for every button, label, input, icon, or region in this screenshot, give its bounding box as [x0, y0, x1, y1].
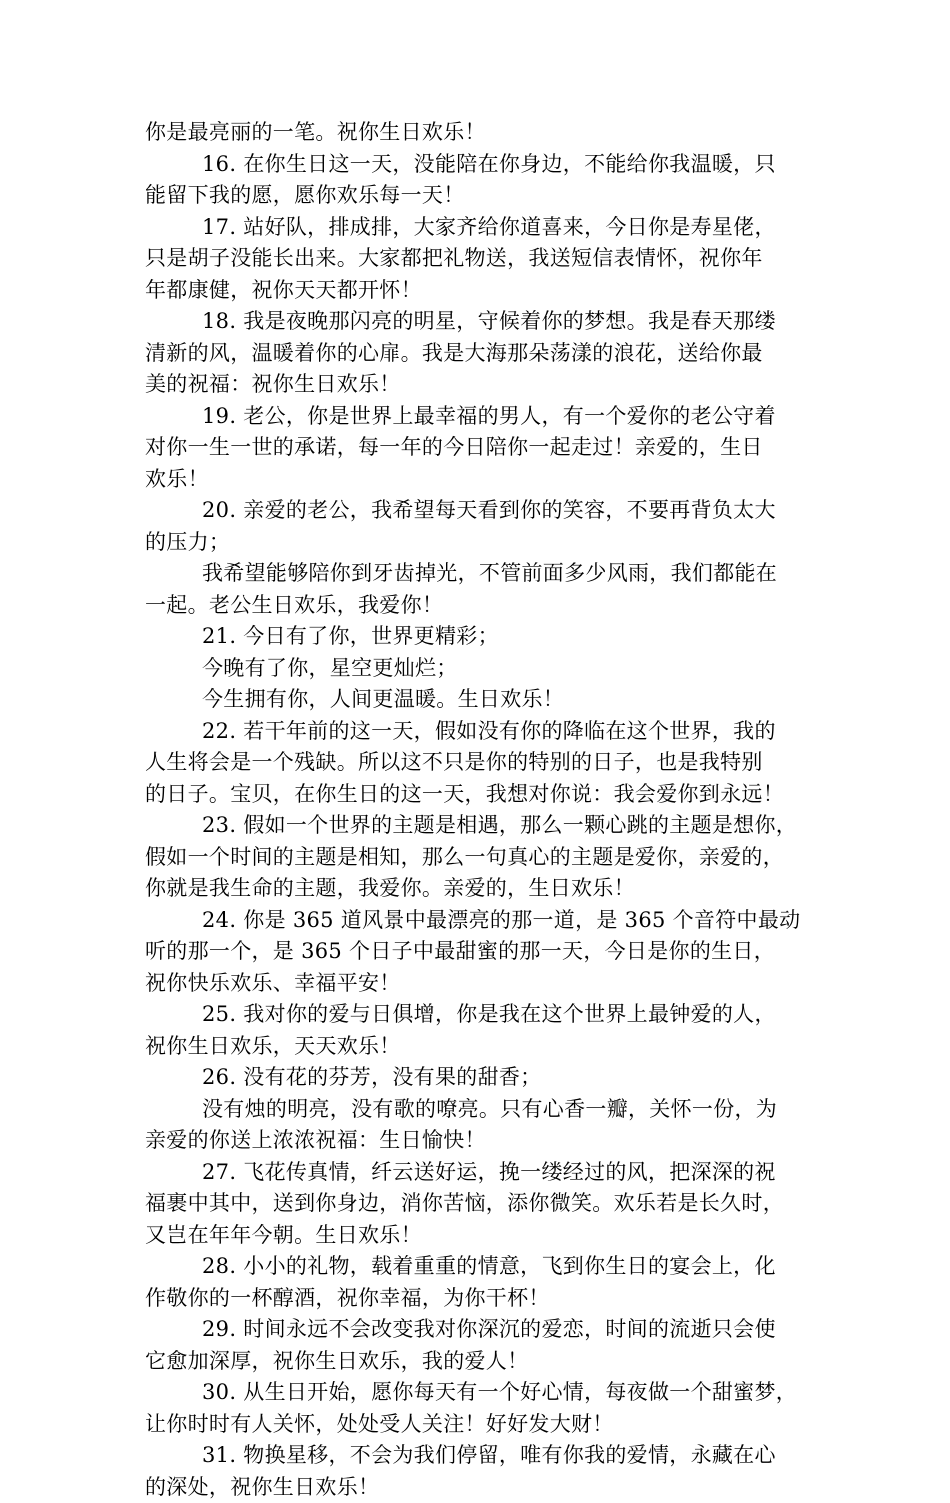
- text-line: 人生将会是一个残缺。所以这不只是你的特别的日子，也是我特别: [145, 747, 815, 779]
- text-line: 18. 我是夜晚那闪亮的明星，守候着你的梦想。我是春天那缕: [145, 306, 815, 338]
- text-line: 今生拥有你，人间更温暖。生日欢乐！: [145, 684, 815, 716]
- text-line: 它愈加深厚，祝你生日欢乐，我的爱人！: [145, 1346, 815, 1378]
- text-line: 假如一个时间的主题是相知，那么一句真心的主题是爱你，亲爱的，: [145, 842, 815, 874]
- text-line: 年都康健，祝你天天都开怀！: [145, 275, 815, 307]
- text-line: 26. 没有花的芬芳，没有果的甜香；: [145, 1062, 815, 1094]
- text-line: 24. 你是 365 道风景中最漂亮的那一道，是 365 个音符中最动: [145, 905, 815, 937]
- text-line: 21. 今日有了你，世界更精彩；: [145, 621, 815, 653]
- text-line: 22. 若干年前的这一天，假如没有你的降临在这个世界，我的: [145, 716, 815, 748]
- text-line: 亲爱的你送上浓浓祝福：生日愉快！: [145, 1125, 815, 1157]
- document-body: [145, 117, 815, 1503]
- text-line: 30. 从生日开始，愿你每天有一个好心情，每夜做一个甜蜜梦，: [145, 1377, 815, 1409]
- text-line: 的深处，祝你生日欢乐！: [145, 1472, 815, 1503]
- text-line: 19. 老公，你是世界上最幸福的男人，有一个爱你的老公守着: [145, 401, 815, 433]
- text-line: 祝你生日欢乐，天天欢乐！: [145, 1031, 815, 1063]
- text-line: 只是胡子没能长出来。大家都把礼物送，我送短信表情怀，祝你年: [145, 243, 815, 275]
- text-line: 一起。老公生日欢乐，我爱你！: [145, 590, 815, 622]
- text-line: 清新的风，温暖着你的心扉。我是大海那朵荡漾的浪花，送给你最: [145, 338, 815, 370]
- text-line: 31. 物换星移，不会为我们停留，唯有你我的爱情，永藏在心: [145, 1440, 815, 1472]
- text-line: 29. 时间永远不会改变我对你深沉的爱恋，时间的流逝只会使: [145, 1314, 815, 1346]
- text-line: 25. 我对你的爱与日俱增，你是我在这个世界上最钟爱的人，: [145, 999, 815, 1031]
- text-line: 17. 站好队，排成排，大家齐给你道喜来，今日你是寿星佬，: [145, 212, 815, 244]
- text-line: 祝你快乐欢乐、幸福平安！: [145, 968, 815, 1000]
- text-line: 今晚有了你，星空更灿烂；: [145, 653, 815, 685]
- text-line: 你是最亮丽的一笔。祝你生日欢乐！: [145, 117, 815, 149]
- text-line: 的日子。宝贝，在你生日的这一天，我想对你说：我会爱你到永远！: [145, 779, 815, 811]
- text-line: 对你一生一世的承诺，每一年的今日陪你一起走过！亲爱的，生日: [145, 432, 815, 464]
- text-line: 16. 在你生日这一天，没能陪在你身边，不能给你我温暖，只: [145, 149, 815, 181]
- text-line: 27. 飞花传真情，纤云送好运，挽一缕经过的风，把深深的祝: [145, 1157, 815, 1189]
- text-line: 让你时时有人关怀，处处受人关注！好好发大财！: [145, 1409, 815, 1441]
- text-line: 美的祝福：祝你生日欢乐！: [145, 369, 815, 401]
- text-line: 欢乐！: [145, 464, 815, 496]
- text-line: 福裹中其中，送到你身边，消你苦恼，添你微笑。欢乐若是长久时，: [145, 1188, 815, 1220]
- text-line: 能留下我的愿，愿你欢乐每一天！: [145, 180, 815, 212]
- text-line: 的压力；: [145, 527, 815, 559]
- text-line: 没有烛的明亮，没有歌的嘹亮。只有心香一瓣，关怀一份，为: [145, 1094, 815, 1126]
- text-line: 作敬你的一杯醇酒，祝你幸福，为你干杯！: [145, 1283, 815, 1315]
- text-line: 我希望能够陪你到牙齿掉光，不管前面多少风雨，我们都能在: [145, 558, 815, 590]
- text-line: 20. 亲爱的老公，我希望每天看到你的笑容，不要再背负太大: [145, 495, 815, 527]
- text-line: 28. 小小的礼物，载着重重的情意，飞到你生日的宴会上，化: [145, 1251, 815, 1283]
- text-line: 23. 假如一个世界的主题是相遇，那么一颗心跳的主题是想你，: [145, 810, 815, 842]
- text-line: 听的那一个，是 365 个日子中最甜蜜的那一天，今日是你的生日，: [145, 936, 815, 968]
- text-line: 又岂在年年今朝。生日欢乐！: [145, 1220, 815, 1252]
- text-line: 你就是我生命的主题，我爱你。亲爱的，生日欢乐！: [145, 873, 815, 905]
